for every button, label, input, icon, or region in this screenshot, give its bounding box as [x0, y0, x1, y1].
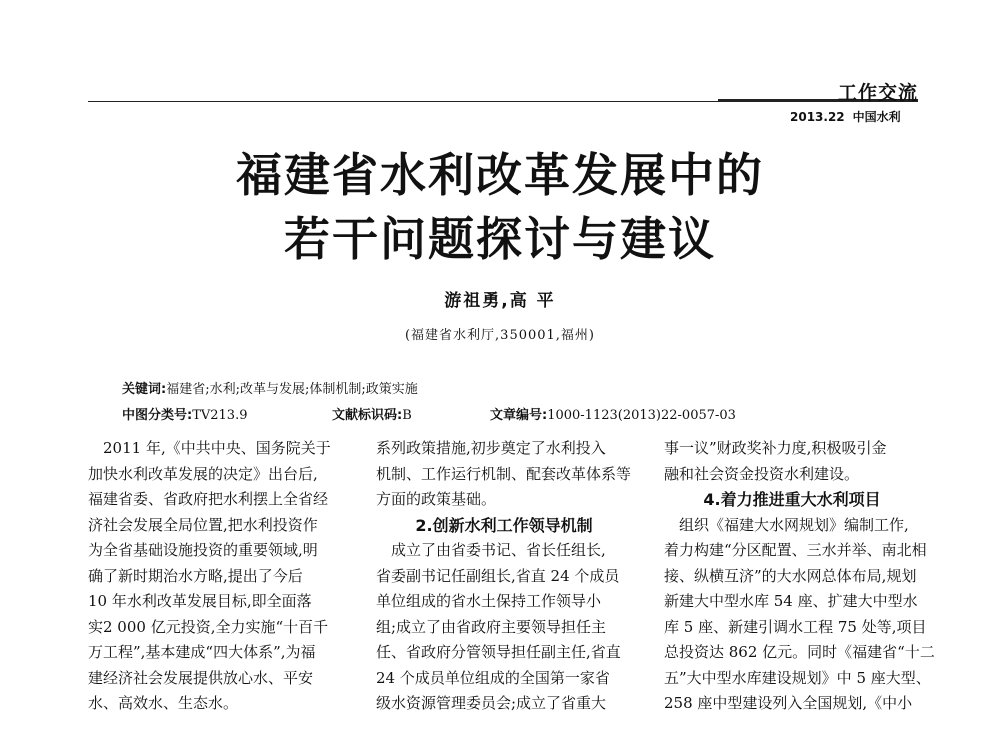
- body-line: 24 个成员单位组成的全国第一家省: [376, 668, 610, 687]
- body-line: 258 座中型建设列入全国规划,《中小: [664, 694, 913, 712]
- article-no-label: 文章编号:: [490, 408, 548, 423]
- body-line: 为全省基础设施投资的重要领域,明: [88, 541, 318, 559]
- body-line: 库 5 座、新建引调水工程 75 处等,项目: [664, 617, 927, 636]
- body-line: 水、高效水、生态水。: [88, 694, 239, 712]
- section-heading: 4.着力推进重大水利项目: [703, 490, 881, 509]
- body-line: 省委副书记任副组长,省直 24 个成员: [376, 566, 620, 585]
- body-line: 2011 年,《中共中央、国务院关于: [88, 439, 331, 457]
- body-column-right: [664, 436, 935, 717]
- clc-value: TV213.9: [192, 408, 248, 423]
- body-line: 新建大中型水库 54 座、扩建大中型水: [664, 592, 918, 610]
- body-line: 系列政策措施,初步奠定了水利投入: [376, 439, 606, 457]
- body-line: 组织《福建大水网规划》编制工作,: [664, 515, 909, 534]
- keywords-label: 关键词:: [122, 382, 167, 397]
- issue-number: 2013.22: [790, 110, 845, 124]
- body-line: 任、省政府分管领导担任副主任,省直: [376, 643, 621, 661]
- article-title-line-1: 福建省水利改革发展中的: [236, 148, 764, 202]
- keywords-value: 福建省;水利;改革与发展;体制机制;政策实施: [166, 382, 418, 397]
- body-line: 级水资源管理委员会;成立了省重大: [376, 694, 607, 712]
- body-line: 福建省委、省政府把水利摆上全省经: [88, 490, 329, 508]
- body-line: 建经济社会发展提供放心水、平安: [88, 668, 314, 687]
- body-line: 组;成立了由省政府主要领导担任主: [376, 617, 607, 636]
- keywords-row: [122, 378, 418, 397]
- doc-code-field: [332, 404, 412, 423]
- article-no-field: [490, 404, 736, 423]
- body-line: 着力构建“分区配置、三水并举、南北相: [664, 541, 927, 559]
- body-line: 万工程”,基本建成“四大体系”,为福: [88, 643, 316, 661]
- body-line: 成立了由省委书记、省长任组长,: [376, 541, 606, 559]
- doc-code-label: 文献标识码:: [332, 408, 403, 423]
- body-line: 事一议”财政奖补力度,积极吸引金: [664, 439, 887, 457]
- body-line: 融和社会资金投资水利建设。: [664, 464, 860, 483]
- body-line: 总投资达 862 亿元。同时《福建省“十二: [664, 643, 935, 661]
- section-label: 工作交流: [838, 82, 919, 104]
- doc-code-value: B: [402, 408, 412, 423]
- clc-field: [122, 404, 247, 423]
- body-line: 济社会发展全局位置,把水利投资作: [88, 515, 318, 534]
- body-line: 确了新时期治水方略,提出了今后: [88, 566, 303, 585]
- body-line: 方面的政策基础。: [376, 490, 497, 508]
- body-line: 加快水利改革发展的决定》出台后,: [88, 464, 318, 483]
- article-title-line-2: 若干问题探讨与建议: [284, 212, 716, 266]
- article-no-value: 1000-1123(2013)22-0057-03: [547, 408, 736, 423]
- section-heading: 2.创新水利工作领导机制: [415, 515, 593, 535]
- issue-line: [790, 108, 901, 125]
- body-line: 单位组成的省水土保持工作领导小: [376, 592, 602, 610]
- affiliation: (福建省水利厅,350001,福州): [404, 328, 596, 343]
- body-line: 接、纵横互济”的大水网总体布局,规划: [664, 566, 917, 585]
- journal-name: 中国水利: [852, 110, 901, 124]
- body-line: 实2 000 亿元投资,全力实施“十百千: [88, 617, 329, 636]
- clc-label: 中图分类号:: [122, 408, 193, 423]
- body-line: 五”大中型水库建设规划》中 5 座大型、: [664, 668, 931, 687]
- body-column-left: [88, 436, 352, 717]
- body-line: 10 年水利改革发展目标,即全面落: [88, 592, 312, 610]
- body-line: 机制、工作运行机制、配套改革体系等: [376, 464, 632, 483]
- body-column-middle: [376, 436, 632, 717]
- authors: 游祖勇,高 平: [444, 291, 556, 311]
